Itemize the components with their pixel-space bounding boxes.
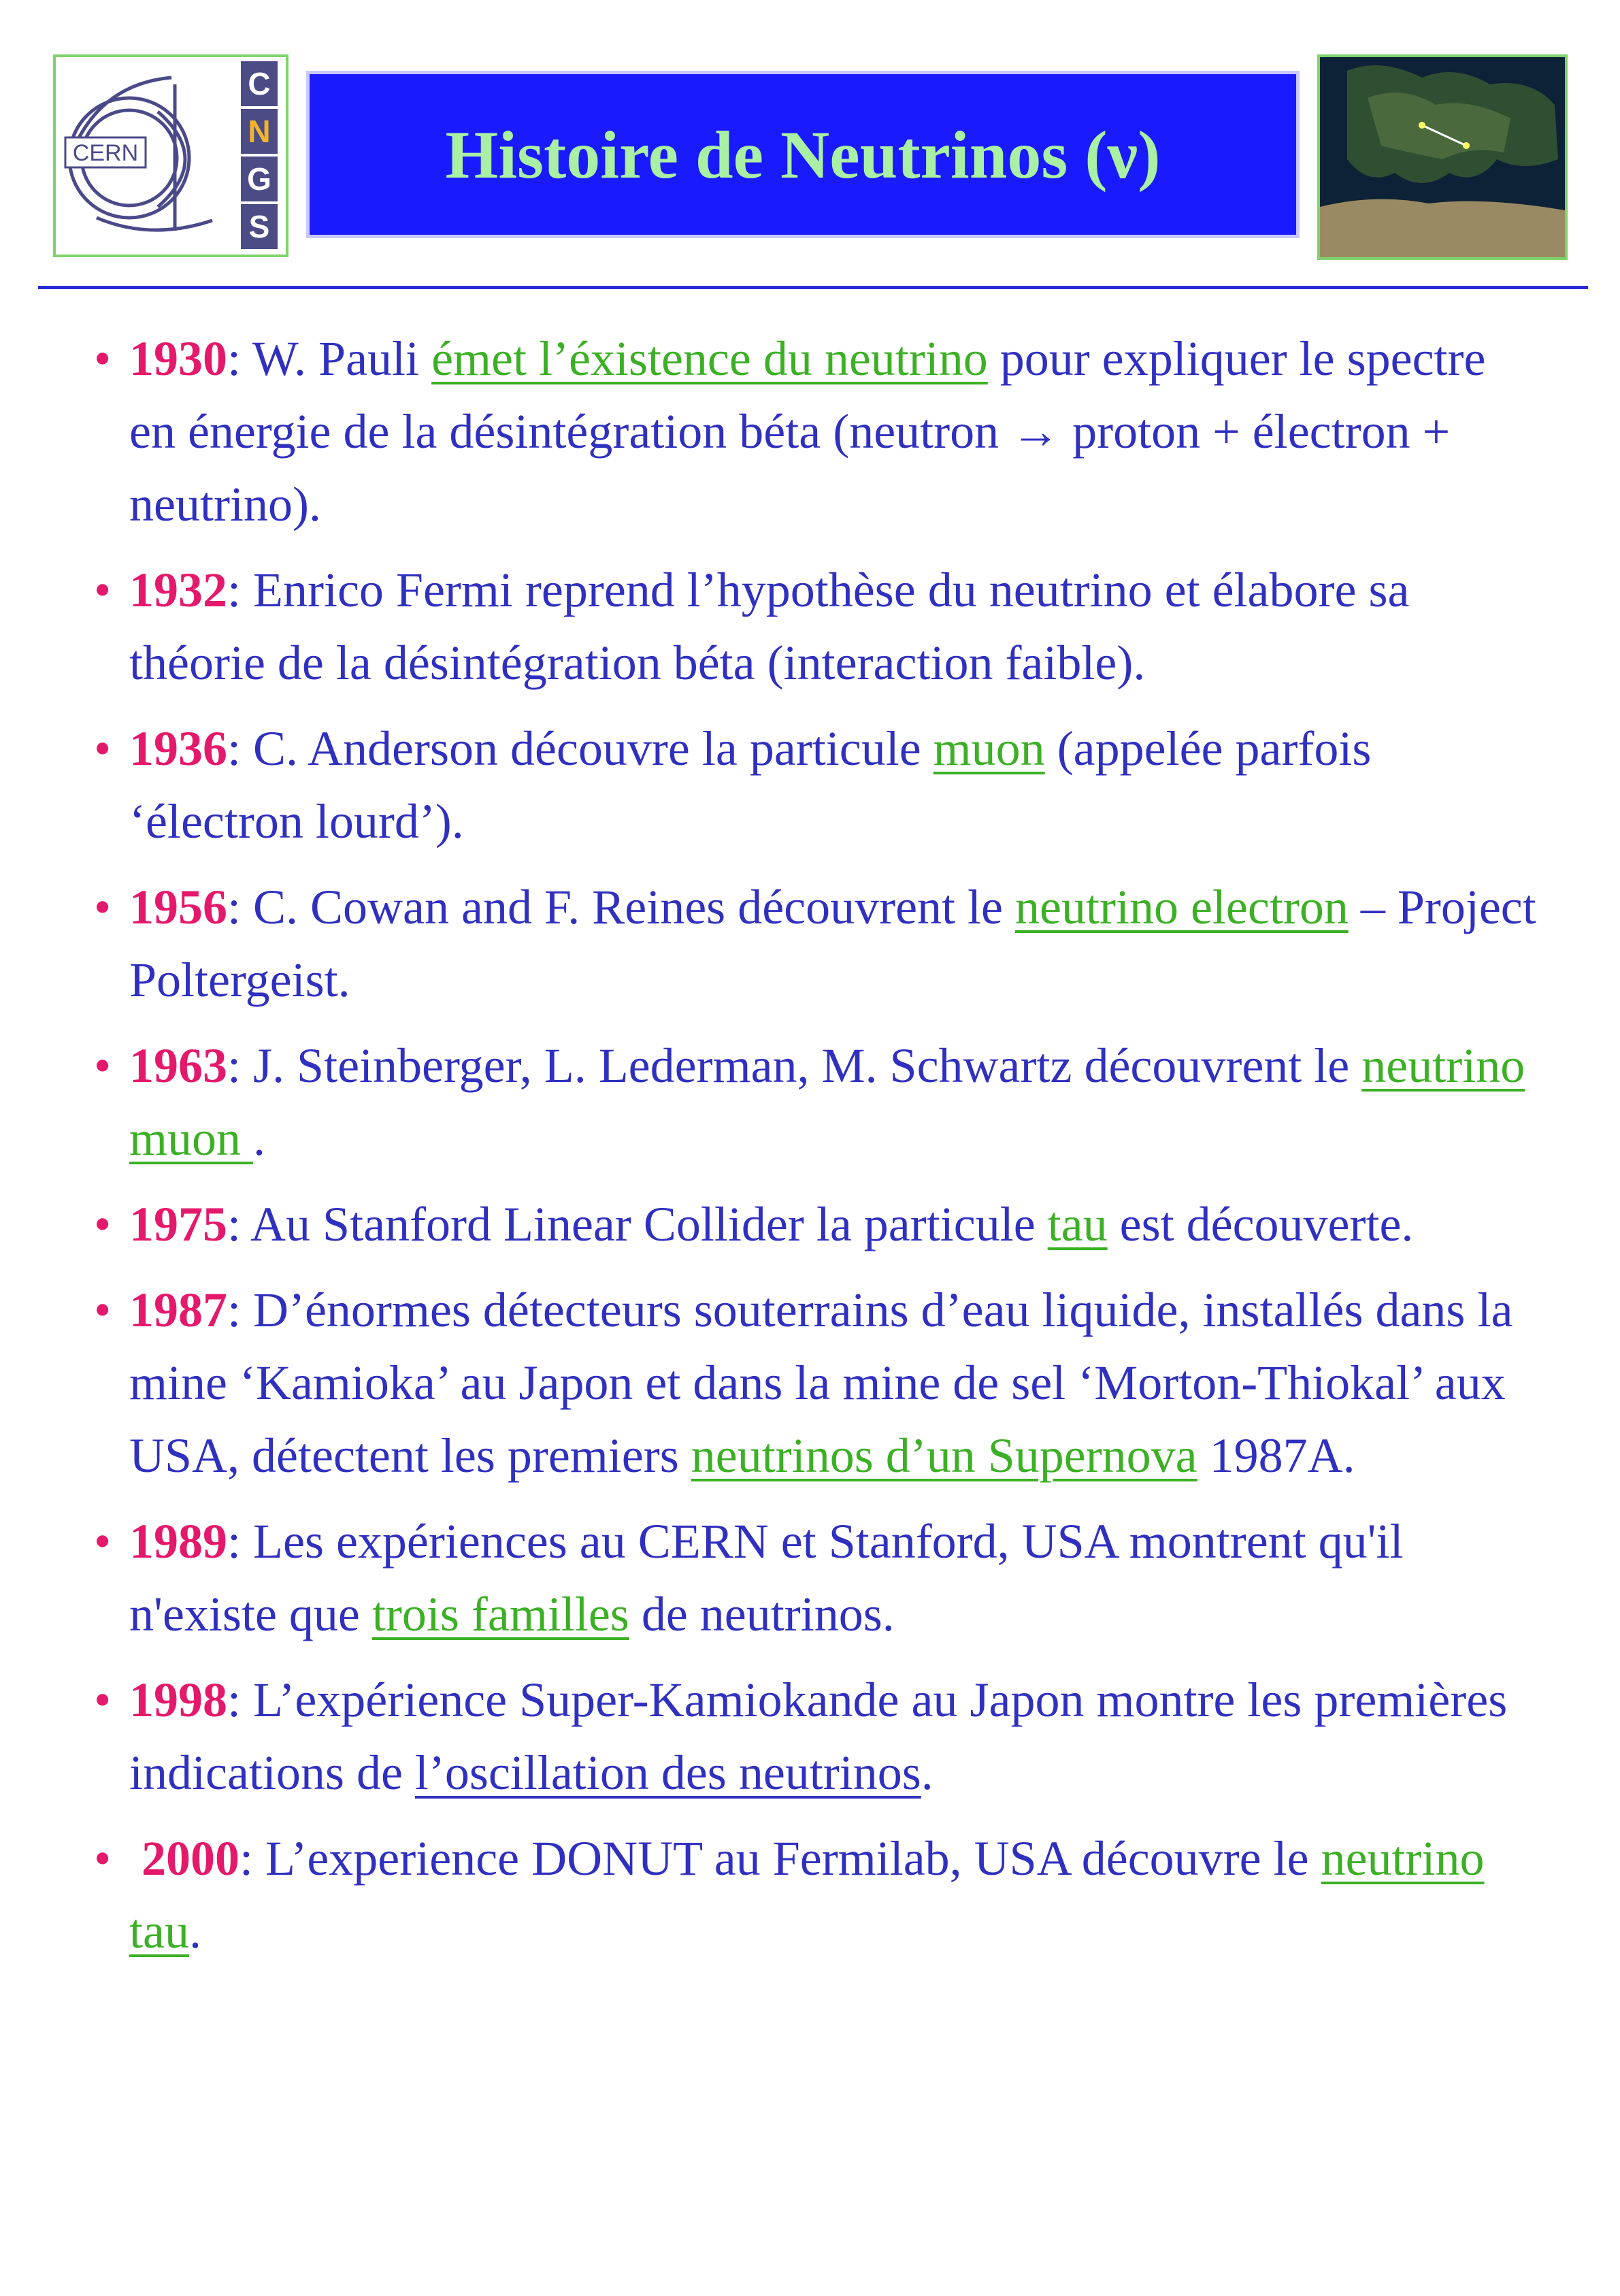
- bullet: •: [94, 1831, 112, 1886]
- timeline-entry-1998: [95, 1664, 1538, 1809]
- entry-text: .: [921, 1745, 933, 1800]
- entry-text: .: [253, 1111, 266, 1166]
- bullet: •: [94, 1673, 112, 1727]
- entry-text: est découverte.: [1107, 1197, 1414, 1251]
- entry-text: : D’énormes détecteurs souterrains d’eau liquide, installés dans la mine ‘Kamioka’ au Japon et dans la mine de sel ‘Morton-Thiokal’ aux USA, détectent les premiers: [129, 1283, 1513, 1483]
- link-tau[interactable]: tau: [1047, 1197, 1108, 1251]
- header-divider: [38, 286, 1588, 289]
- timeline-entry-1975: [95, 1188, 1538, 1261]
- cern-logo-text: CERN: [72, 140, 139, 166]
- year-label: 1956: [129, 880, 227, 934]
- bullet: •: [94, 563, 112, 617]
- bullet: •: [94, 721, 112, 776]
- entry-text: : C. Cowan and F. Reines découvrent le: [227, 880, 1016, 934]
- cern-cngs-logo: [53, 54, 288, 257]
- year-label: 1987: [129, 1283, 227, 1337]
- link-three-families[interactable]: trois familles: [371, 1587, 629, 1641]
- year-label: 1998: [129, 1673, 227, 1727]
- bullet: •: [94, 1283, 112, 1337]
- timeline-entry-1936: [95, 712, 1538, 858]
- entry-text: : J. Steinberger, L. Lederman, M. Schwartz découvrent le: [227, 1038, 1362, 1093]
- timeline-entry-1963: [95, 1030, 1538, 1175]
- year-label: 2000: [129, 1831, 239, 1886]
- cngs-letter-g: G: [247, 161, 271, 197]
- entry-text: : Au Stanford Linear Collider la particule: [227, 1197, 1048, 1251]
- europe-satellite-map-icon: [1320, 57, 1565, 257]
- link-neutrino-muon[interactable]: neutrino muon: [129, 1038, 1525, 1166]
- entry-text: : C. Anderson découvre la particule: [227, 721, 933, 776]
- link-neutrino-electron[interactable]: neutrino electron: [1015, 880, 1349, 934]
- link-muon[interactable]: muon: [933, 721, 1045, 776]
- entry-text: : L’expérience Super-Kamiokande au Japon montre les premières indications de: [129, 1673, 1508, 1800]
- bullet: •: [94, 1197, 112, 1251]
- bullet: •: [94, 880, 112, 934]
- timeline-entry-2000: [95, 1822, 1538, 1968]
- link-supernova-neutrinos[interactable]: neutrinos d’un Supernova: [691, 1428, 1197, 1483]
- page-title: Histoire de Neutrinos (ν): [445, 116, 1161, 193]
- link-neutrino-tau[interactable]: neutrino tau: [129, 1831, 1485, 1958]
- cngs-letter-c: C: [248, 66, 271, 101]
- timeline-entry-1987: [95, 1274, 1538, 1492]
- year-label: 1975: [129, 1197, 227, 1251]
- entry-text: : W. Pauli: [227, 331, 432, 386]
- entry-text: 1987A.: [1197, 1428, 1355, 1483]
- year-label: 1932: [129, 563, 227, 617]
- europe-map: [1317, 54, 1568, 260]
- cngs-letter-n: N: [248, 114, 271, 149]
- timeline-entry-1932: [95, 554, 1538, 700]
- timeline-entry-1930: [95, 323, 1538, 541]
- year-label: 1936: [129, 721, 227, 776]
- year-label: 1930: [129, 331, 227, 386]
- bullet: •: [94, 331, 112, 386]
- year-label: 1989: [129, 1514, 227, 1569]
- entry-text: : L’experience DONUT au Fermilab, USA découvre le: [239, 1831, 1321, 1886]
- entry-text: : Les expériences au CERN et Stanford, USA montrent qu'il n'existe que: [129, 1514, 1404, 1641]
- year-label: 1963: [129, 1038, 227, 1093]
- neutrino-timeline: [95, 323, 1538, 1981]
- bullet: •: [94, 1514, 112, 1569]
- entry-text: de neutrinos.: [629, 1587, 895, 1641]
- cern-logo-icon: [56, 57, 286, 255]
- bullet: •: [94, 1038, 112, 1093]
- timeline-entry-1956: [95, 871, 1538, 1017]
- link-neutrino-oscillation[interactable]: l’oscillation des neutrinos: [414, 1745, 921, 1800]
- entry-text: (appelée parfois ‘électron lourd’).: [129, 721, 1372, 849]
- link-neutrino-existence[interactable]: émet l’éxistence du neutrino: [431, 331, 988, 386]
- title-banner: [306, 71, 1300, 238]
- timeline-entry-1989: [95, 1505, 1538, 1651]
- entry-text: pour expliquer le spectre en énergie de la désintégration béta (neutron → proton + électron + neutrino).: [129, 331, 1486, 531]
- cngs-letter-s: S: [248, 209, 270, 244]
- entry-text: : Enrico Fermi reprend l’hypothèse du neutrino et élabore sa théorie de la désintégration béta (interaction faible).: [129, 563, 1410, 690]
- entry-text: .: [188, 1904, 201, 1958]
- entry-text: – Project Poltergeist.: [129, 880, 1536, 1007]
